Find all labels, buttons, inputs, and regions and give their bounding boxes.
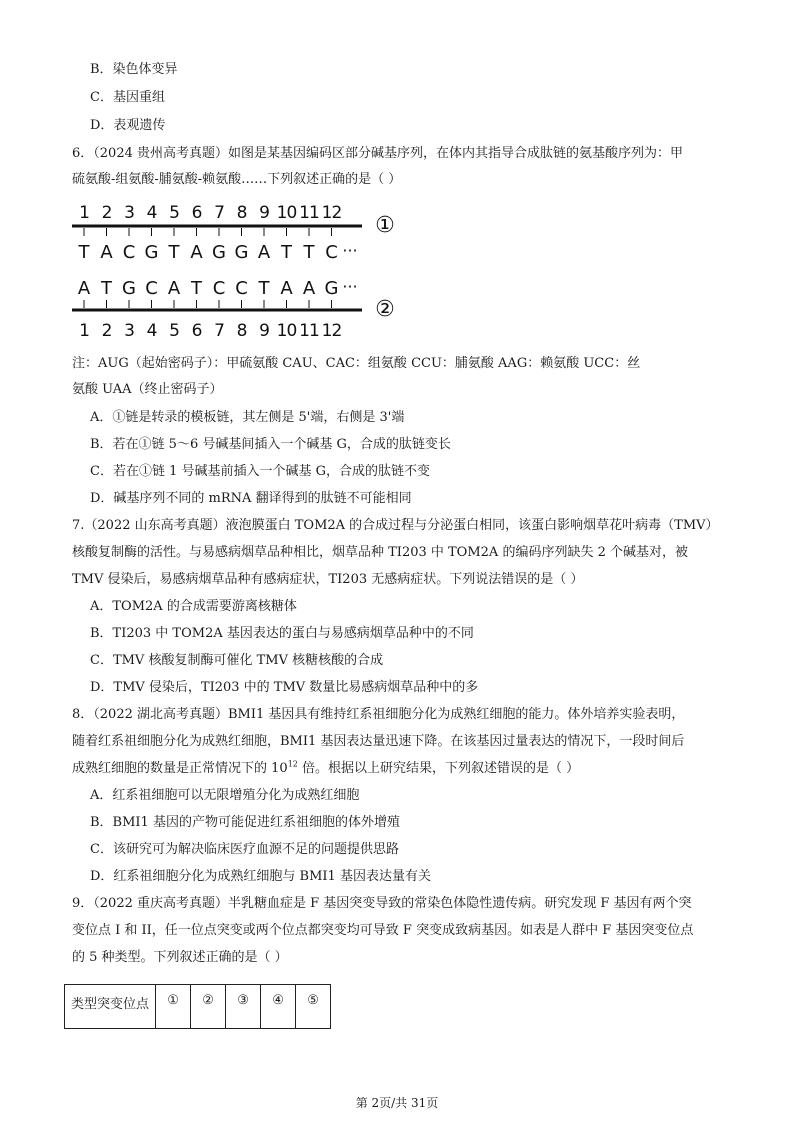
q6-stem-line2: 硫氨酸-组氨酸-脯氨酸-赖氨酸……下列叙述正确的是（ ） bbox=[72, 172, 402, 187]
q9-stem-line1: 9．（2022 重庆高考真题）半乳糖血症是 F 基因突变导致的常染色体隐性遗传病。研究发现 F 基因有两个突 bbox=[72, 896, 692, 911]
q8-option-a: A．红系祖细胞可以无限增殖分化为成熟红细胞 bbox=[90, 788, 360, 803]
q9-stem-line3: 的 5 种类型。下列叙述正确的是（ ） bbox=[72, 950, 288, 965]
strand-2-number: 2 bbox=[101, 321, 112, 341]
strand-1-number: 5 bbox=[169, 203, 179, 223]
table-col-2: ② bbox=[191, 985, 226, 1029]
q8-stem-line2: 随着红系祖细胞分化为成熟红细胞，BMI1 基因表达量迅速下降。在该基因过量表达的情况下，一段时间后 bbox=[72, 734, 685, 749]
q7-stem-line2: 核酸复制酶的活性。与易感病烟草品种相比，烟草品种 TI203 中 TOM2A 的编码序列缺失 2 个碱基对，被 bbox=[72, 545, 688, 560]
strand-1-label: ① bbox=[375, 213, 395, 238]
table-col-3: ③ bbox=[226, 985, 261, 1029]
q8-option-c: C．该研究可为解决临床医疗血源不足的问题提供思路 bbox=[90, 842, 399, 857]
q9-stem-line2: 变位点 I 和 II，任一位点突变或两个位点都突变均可导致 F 突变成致病基因。如表是人群中 F 基因突变位点 bbox=[72, 923, 694, 938]
strand-2-ellipsis: ··· bbox=[342, 277, 358, 296]
strand-1-number: 3 bbox=[124, 203, 134, 223]
strand-2-number: 8 bbox=[236, 321, 247, 341]
q6-base-sequence-diagram bbox=[70, 196, 410, 346]
prev-option-c: C．基因重组 bbox=[90, 90, 165, 105]
q7-option-b: B．TI203 中 TOM2A 基因表达的蛋白与易感病烟草品种中的不同 bbox=[90, 626, 474, 641]
q6-option-d: D．碱基序列不同的 mRNA 翻译得到的肽链不可能相同 bbox=[90, 491, 412, 506]
strand-1-number: 2 bbox=[101, 203, 112, 223]
strand-2-base: T bbox=[191, 278, 202, 299]
q8-stem-line3 bbox=[72, 759, 579, 779]
strand-1-base: A bbox=[257, 242, 271, 263]
table-col-4: ④ bbox=[261, 985, 296, 1029]
strand-2-number: 4 bbox=[146, 321, 157, 341]
table-row bbox=[65, 985, 331, 1029]
q6-note-line2: 氨酸 UAA（终止密码子） bbox=[72, 382, 223, 397]
strand-2-number: 10 bbox=[276, 321, 297, 341]
q8-option-d: D．红系祖细胞分化为成熟红细胞与 BMI1 基因表达量有关 bbox=[90, 869, 431, 884]
prev-option-b: B．染色体变异 bbox=[90, 62, 178, 77]
strand-1-number: 10 bbox=[276, 203, 297, 223]
strand-2-number: 5 bbox=[169, 321, 179, 341]
strand-2-base: A bbox=[302, 278, 316, 299]
strand-2-number: 6 bbox=[191, 321, 202, 341]
strand-2-base: A bbox=[280, 278, 293, 299]
strand-2-number: 9 bbox=[259, 321, 269, 341]
strand-1-base: T bbox=[281, 242, 292, 263]
q8-stem-line1: 8．（2022 湖北高考真题）BMI1 基因具有维持红系祖细胞分化为成熟红细胞的能力。体外培养实验表明， bbox=[72, 707, 685, 722]
strand-2-base: G bbox=[122, 278, 136, 299]
q7-option-c: C．TMV 核酸复制酶可催化 TMV 核糖核酸的合成 bbox=[90, 653, 384, 668]
strand-2-base: C bbox=[145, 278, 158, 299]
strand-2-base: T bbox=[101, 278, 112, 299]
strand-1-base: A bbox=[100, 242, 113, 263]
strand-1-number: 9 bbox=[259, 203, 269, 223]
q6-option-a: A．①链是转录的模板链，其左侧是 5'端，右侧是 3'端 bbox=[90, 410, 405, 425]
strand-1-number: 8 bbox=[236, 203, 247, 223]
prev-option-d: D．表观遗传 bbox=[90, 118, 166, 133]
strand-2-number: 11 bbox=[299, 321, 319, 341]
strand-1-base: G bbox=[212, 242, 226, 263]
strand-1-base: C bbox=[122, 242, 136, 263]
q8-exponent: 12 bbox=[287, 759, 298, 769]
q7-stem-line3: TMV 侵染后，易感病烟草品种有感病症状，TI203 无感病症状。下列说法错误的是（ ） bbox=[72, 572, 584, 587]
strand-2-base: G bbox=[324, 278, 339, 299]
q8-option-b: B．BMI1 基因的产物可能促进红系祖细胞的体外增殖 bbox=[90, 815, 400, 830]
strand-1-number: 7 bbox=[214, 203, 224, 223]
strand-1-base: G bbox=[234, 242, 249, 263]
strand-1-base: A bbox=[190, 242, 203, 263]
strand-1-base: G bbox=[144, 242, 159, 263]
strand-2-number: 12 bbox=[321, 321, 342, 341]
table-col-5: ⑤ bbox=[296, 985, 331, 1029]
strand-1-base: C bbox=[325, 242, 338, 263]
strand-2-base: A bbox=[167, 278, 181, 299]
q9-mutation-types-table bbox=[64, 984, 331, 1029]
q7-option-a: A．TOM2A 的合成需要游离核糖体 bbox=[90, 599, 297, 614]
strand-1-number: 6 bbox=[191, 203, 202, 223]
strand-1-base: T bbox=[168, 242, 180, 263]
strand-1-number: 4 bbox=[146, 203, 157, 223]
strand-1-number: 12 bbox=[321, 203, 342, 223]
q6-stem-line1: 6．（2024 贵州高考真题）如图是某基因编码区部分碱基序列，在体内其指导合成肽链的氨基酸序列为：甲 bbox=[72, 146, 683, 161]
q7-stem-line1: 7.（2022 山东高考真题）液泡膜蛋白 TOM2A 的合成过程与分泌蛋白相同，该蛋白影响烟草花叶病毒（TMV） bbox=[72, 518, 719, 533]
base-sequence-figure bbox=[70, 196, 410, 346]
strand-1-ellipsis: ··· bbox=[342, 241, 358, 260]
strand-1-number: 11 bbox=[299, 203, 319, 223]
strand-2-base: C bbox=[235, 278, 248, 299]
strand-2-number: 7 bbox=[214, 321, 224, 341]
q8-line3-post: 倍。根据以上研究结果，下列叙述错误的是（ ） bbox=[297, 761, 580, 776]
q8-line3-pre: 成熟红细胞的数量是正常情况下的 10 bbox=[72, 761, 288, 776]
strand-1-base: T bbox=[303, 242, 315, 263]
strand-1-base: T bbox=[78, 242, 90, 263]
strand-2-number: 1 bbox=[79, 321, 89, 341]
table-header-cell: 类型突变位点 bbox=[65, 985, 156, 1029]
q6-note-line1: 注：AUG（起始密码子）：甲硫氨酸 CAU、CAC：组氨酸 CCU：脯氨酸 AAG：赖氨酸 UCC：丝 bbox=[72, 356, 641, 371]
q6-option-c: C．若在①链 1 号碱基前插入一个碱基 G，合成的肽链不变 bbox=[90, 464, 430, 479]
q6-option-b: B．若在①链 5～6 号碱基间插入一个碱基 G，合成的肽链变长 bbox=[90, 437, 451, 452]
q7-option-d: D．TMV 侵染后，TI203 中的 TMV 数量比易感病烟草品种中的多 bbox=[90, 680, 479, 695]
page-footer: 第 2页/共 31页 bbox=[355, 1096, 439, 1110]
strand-2-base: C bbox=[212, 278, 226, 299]
table-col-1: ① bbox=[156, 985, 191, 1029]
strand-2-base: A bbox=[77, 278, 91, 299]
strand-1-number: 1 bbox=[79, 203, 89, 223]
strand-2-base: T bbox=[258, 278, 270, 299]
strand-2-number: 3 bbox=[124, 321, 134, 341]
strand-2-label: ② bbox=[375, 297, 395, 322]
